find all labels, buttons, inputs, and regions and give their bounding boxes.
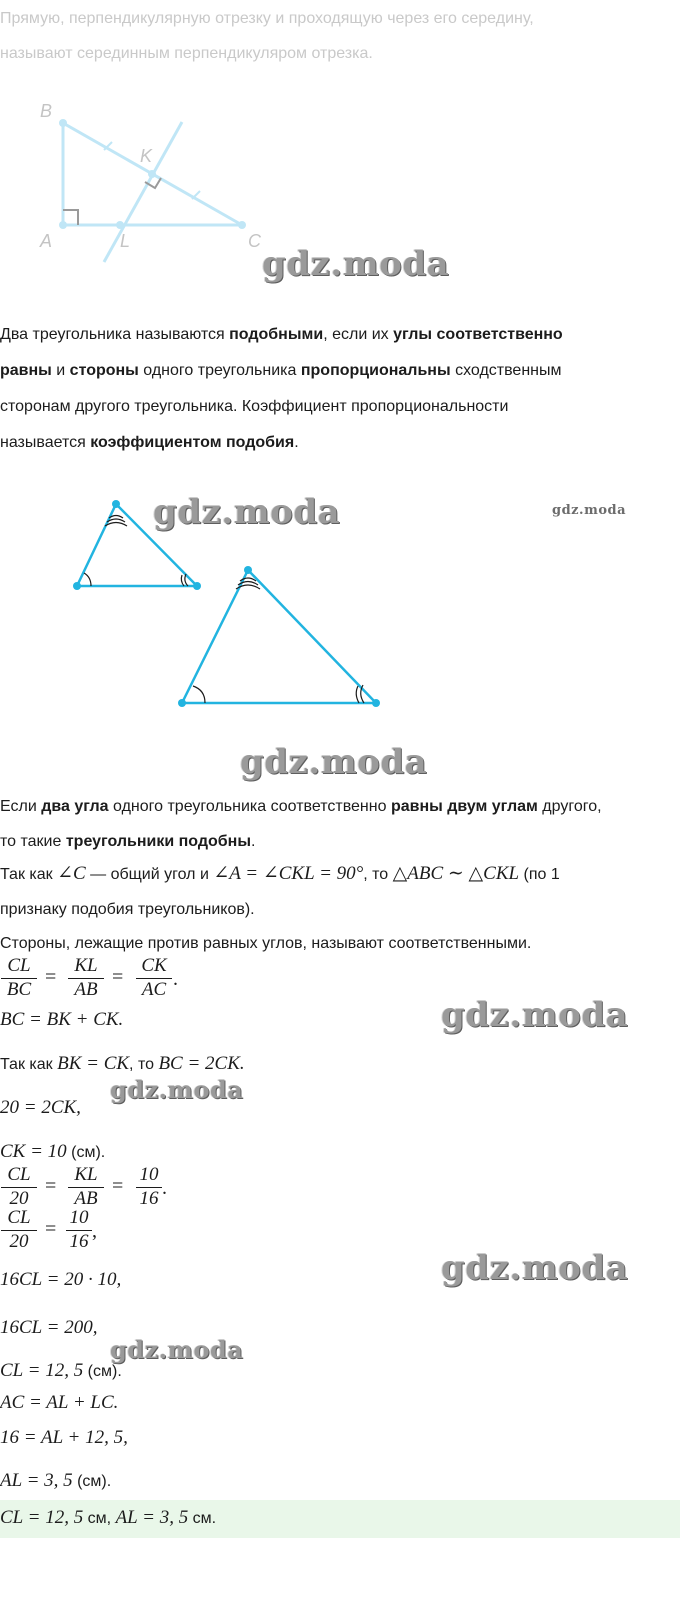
diagram-perpendicular-bisector [0,90,300,270]
fraction: CK AC [136,955,172,1000]
fraction: KL AB [68,955,104,1000]
watermark: gdz.moda [552,503,627,518]
fraction: CL BC [1,955,37,1000]
fraction: 10 16 [136,1164,162,1209]
watermark: gdz.moda [441,1248,629,1288]
criterion-line-2: то такие треугольники подобны. [0,833,256,850]
label-b: B [40,101,53,121]
watermark: gdz.moda [110,1075,244,1104]
result-ck: CK = 10 (см). [0,1141,106,1162]
fraction: CL 20 [1,1207,37,1252]
fraction: KL AB [68,1164,104,1209]
definition-line-2: равны и стороны одного треугольника пропорциональны сходственным [0,362,562,379]
intro-line-1: Прямую, перпендикулярную отрезку и проходящую через его середину, [0,10,534,27]
fraction: CL 20 [1,1164,37,1209]
equation-16cl-200: 16CL = 200, [0,1317,98,1338]
solution-line-1: Так как ∠C — общий угол и ∠A = ∠CKL = 90°, то △ABC ∼ △CKL (по 1 [0,863,560,884]
definition-line-4: называется коэффициентом подобия. [0,434,299,451]
equation-16cl-product: 16CL = 20 · 10, [0,1269,122,1290]
result-al: AL = 3, 5 (см). [0,1470,112,1491]
watermark: gdz.moda [262,244,450,284]
intro-line-2: называют серединным перпендикуляром отрезка. [0,45,373,62]
answer-line: CL = 12, 5 см, AL = 3, 5 см. [0,1507,217,1528]
definition-line-1: Два треугольника называются подобными, если их углы соответственно [0,326,563,343]
fraction: 10 16 [66,1207,92,1252]
watermark: gdz.moda [110,1335,244,1364]
equation-ac: AC = AL + LC. [0,1392,119,1413]
label-l: L [120,231,131,251]
label-k: K [140,146,153,166]
equation-16: 16 = AL + 12, 5, [0,1427,128,1448]
large-triangle [182,570,376,703]
definition-line-3: сторонам другого треугольника. Коэффициент пропорциональности [0,398,509,415]
equation-bc: BC = BK + CK. [0,1009,124,1030]
watermark: gdz.moda [441,995,629,1035]
solution-line-3: Стороны, лежащие против равных углов, называют соответственными. [0,935,532,952]
watermark: gdz.moda [240,742,428,782]
perpendicular-bisector-line [104,122,182,262]
result-cl: CL = 12, 5 (см). [0,1360,122,1381]
label-c: C [248,231,261,251]
watermark: gdz.moda [153,492,341,532]
label-a: A [40,231,53,251]
equation-20: 20 = 2CK, [0,1097,81,1118]
solution-line-4: Так как BK = CK, то BC = 2CK. [0,1053,245,1074]
criterion-line-1: Если два угла одного треугольника соответственно равны двум углам другого, [0,798,602,815]
solution-line-2: признаку подобия треугольников). [0,901,255,918]
